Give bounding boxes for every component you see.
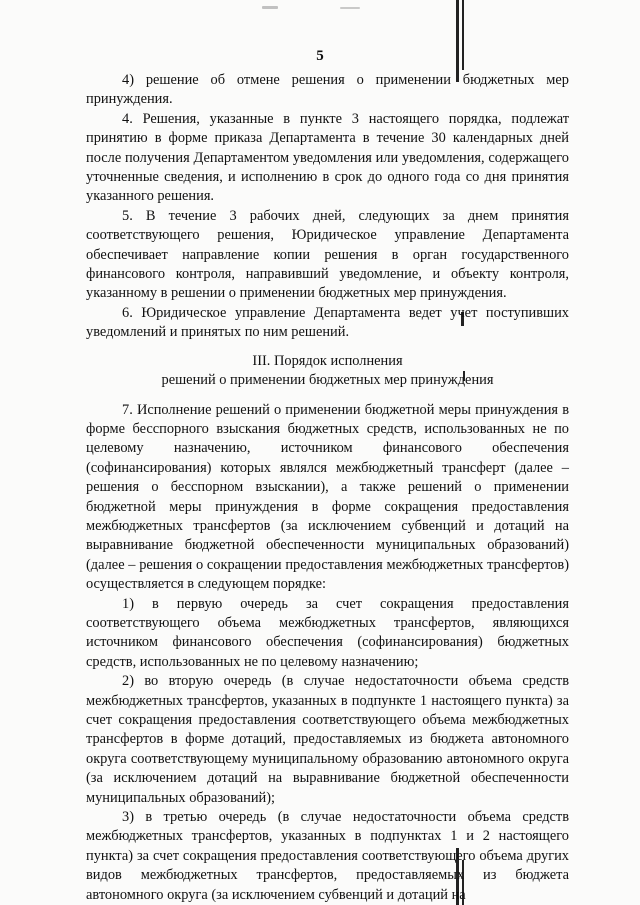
paragraph: 5. В течение 3 рабочих дней, следующих за днем принятия соответствующего решения, Юридическое управление Департамента обеспечивает направление копии решения в орган государственного финансового контроля, направивший уведомление, и объекту контроля, указанному в решении о применении бюджетных мер принуждения. — [86, 207, 569, 302]
section-heading — [86, 352, 569, 391]
document-body — [86, 71, 569, 905]
paragraph: 4. Решения, указанные в пункте 3 настоящего порядка, подлежат принятию в форме приказа Департамента в течение 30 календарных дней после получения Департаментом уведомления или уведомления, содержащего уточненные сведения, и исполнению в срок до одного года со дня принятия указанного решения. — [86, 110, 569, 205]
paragraph: 3) в третью очередь (в случае недостаточности объема средств межбюджетных трансфертов, указанных в подпунктах 1 и 2 настоящего пункта) за счет сокращения предоставления соответствующего объема других видов межбюджетных трансфертов, предоставляемых из бюджета автономного округа (за исключением субвенций и дотаций на — [86, 809, 569, 903]
scan-binding-line-top — [456, 0, 459, 82]
section-heading-line2: решений о применении бюджетных мер принуждения — [161, 372, 494, 389]
paragraph: 6. Юридическое управление Департамента ведет учет поступивших уведомлений и принятых по ним решений. — [86, 304, 569, 341]
paragraph: 1) в первую очередь за счет сокращения предоставления соответствующего объема межбюджетных трансфертов, являющихся источником финансового обеспечения (софинансирования) бюджетных средств, использованных не по целевому назначению; — [86, 595, 569, 670]
scan-speck — [340, 7, 360, 9]
paragraph: 2) во вторую очередь (в случае недостаточности объема средств межбюджетных трансфертов, указанных в подпункте 1 настоящего пункта) за счет сокращения предоставления соответствующего объема межбюджетных трансфертов в форме дотаций, предоставляемых из бюджета автономного округа соответствующему муниципальному образованию автономного округа (за исключением дотаций на выравнивание бюджетной обеспеченности муниципальных образований); — [86, 673, 569, 806]
paragraph: 7. Исполнение решений о применении бюджетной меры принуждения в форме бесспорного взыскания бюджетных средств, использованных не по целевому назначению, источником финансового обеспечения (софинансирования) которых являлся межбюджетный трансферт (далее – решения о бесспорном взыскании), а также решений о применении бюджетной меры принуждения в форме сокращения предоставления межбюджетных трансфертов (за исключением субвенций и дотаций на выравнивание бюджетной обеспеченности муниципальных образований) (далее – решения о сокращении предоставления межбюджетных трансфертов) осуществляется в следующем порядке: — [86, 401, 569, 593]
scan-speck — [262, 6, 278, 9]
paragraph: 4) решение об отмене решения о применении бюджетных мер принуждения. — [86, 72, 569, 108]
section-heading-line1: III. Порядок исполнения — [252, 352, 403, 369]
page-number: 5 — [316, 48, 324, 64]
